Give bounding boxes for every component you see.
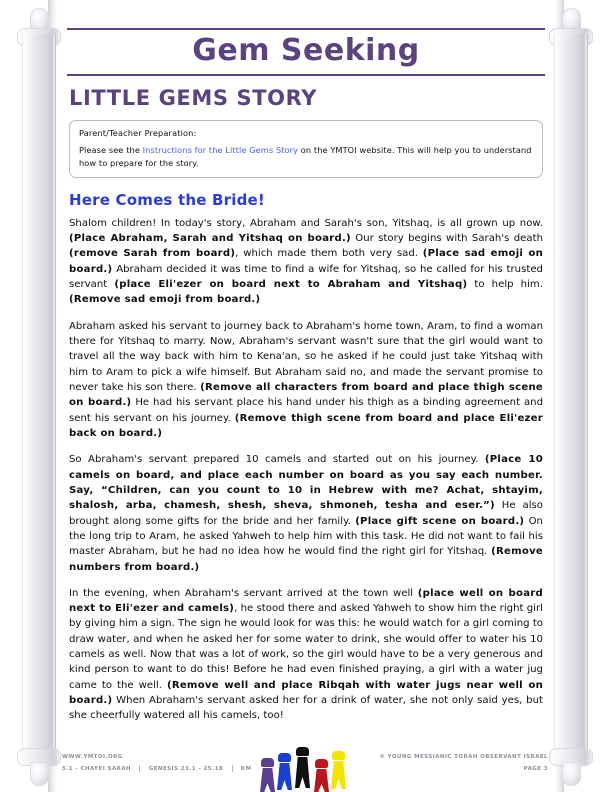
scroll-knob-bottom-right: [562, 762, 581, 786]
story-instruction: (place Eli'ezer on board next to Abraham and Yitshaq): [114, 278, 468, 290]
story-instruction: (Place gift scene on board.): [355, 515, 525, 527]
story-text: Shalom children! In today's story, Abraham and Sarah's son, Yitshaq, is all grown up now.: [69, 217, 543, 229]
title-block: [67, 0, 545, 76]
logo-figure-body: [277, 763, 292, 790]
story-instruction: (remove Sarah from board): [69, 248, 236, 260]
prep-text-after-link: on the YMTOI website. This will help you to understand how to prepare for the story.: [79, 145, 532, 168]
footer-initials: KM: [240, 765, 252, 772]
footer-divider-2: [232, 765, 233, 772]
logo-figure-head: [296, 747, 309, 756]
story-instruction: (Remove thigh scene from board and place Eli'ezer back on board.): [69, 412, 544, 439]
story-paragraph: [69, 319, 543, 442]
logo-figure-head: [332, 751, 345, 760]
footer-website[interactable]: WWW.YMTOI.ORG: [62, 754, 123, 760]
page-title: Gem Seeking: [192, 33, 420, 68]
page-footer: [48, 752, 564, 792]
story-paragraph: [69, 586, 543, 724]
scroll-knob-bottom-left: [30, 762, 49, 786]
footer-lesson-meta: [62, 764, 251, 776]
story-body: [67, 216, 545, 724]
story-paragraph: [69, 216, 543, 308]
little-gems-story-instructions-link[interactable]: Instructions for the Little Gems Story: [142, 145, 299, 156]
prep-text-before-link: Please see the: [79, 145, 143, 156]
story-instruction: (Remove numbers from board.): [69, 546, 543, 573]
footer-divider-1: [139, 765, 140, 772]
page-content: [67, 0, 545, 792]
logo-figure-body: [314, 769, 329, 792]
story-instruction: (Remove all characters from board and place thigh scene on board.): [69, 381, 543, 409]
footer-page-number: PAGE 3: [523, 765, 548, 772]
story-text: On the long trip to Aram, he asked Yahweh to help him with this task. He did not want to fail his master Abraham, but he had no idea how he would find the right girl for Yitshaq.: [69, 515, 543, 558]
logo-figure: [277, 753, 292, 790]
story-text: Our story begins with Sarah's death: [350, 232, 543, 244]
story-text: So Abraham's servant prepared 10 camels and started out on his journey.: [69, 454, 485, 466]
story-text: When Abraham's servant asked her for a drink of water, she not only said yes, but she cheerfully watered all his camels, too!: [69, 695, 543, 722]
story-text: He had his servant place his hand under his thigh as a binding agreement and sent his servant on his journey.: [69, 397, 543, 424]
scroll-knob-top-left: [30, 8, 49, 32]
footer-left-block: [62, 752, 251, 775]
story-text: He also brought along some gifts for the bride and her family.: [69, 500, 543, 527]
logo-figure: [295, 747, 310, 788]
story-instruction: (place well on board next to Eli'ezer and camels): [69, 587, 543, 615]
story-text: , which made them both very sad.: [235, 248, 423, 260]
logo-figure-head: [315, 759, 328, 768]
story-text: to help him.: [467, 278, 543, 290]
logo-figure-head: [261, 758, 274, 767]
footer-scripture: GENESIS 23.1 - 25.18: [148, 765, 224, 772]
logo-figure: [314, 759, 329, 792]
footer-right-block: [379, 752, 548, 775]
logo-figure-body: [295, 757, 310, 788]
prep-box-body: [79, 144, 533, 169]
scroll-knob-top-right: [562, 8, 581, 32]
section-title: LITTLE GEMS STORY: [69, 85, 318, 110]
story-text: , he stood there and asked Yahweh to show him the right girl by giving him a sign. The sign he would look for was this: he would watch for a girl coming to draw water, and when he asked her for some water to drink, she would offer to water his 10 camels as well. Now that was a lot of work, so the girl would have to be a very generous and kind person to want to do this! Before he had even finished praying, a girl with a water jug came to the well.: [69, 603, 543, 691]
story-text: Abraham decided it was time to find a wife for Yitshaq, so he called for his trusted servant: [69, 263, 543, 290]
page-sheet: [48, 0, 564, 792]
ymtoi-logo: [260, 750, 354, 792]
logo-figure: [260, 758, 275, 792]
story-heading: Here Comes the Bride!: [69, 190, 265, 209]
logo-figure: [331, 751, 346, 789]
prep-box-title: Parent/Teacher Preparation:: [79, 127, 197, 138]
parent-teacher-preparation-box: [69, 120, 543, 178]
logo-figure-body: [331, 761, 346, 789]
story-instruction: (Remove sad emoji from board.): [69, 294, 261, 306]
story-instruction: (Place sad emoji on board.): [69, 248, 544, 275]
story-instruction: (Remove well and place Ribqah with water jugs near well on board.): [69, 679, 544, 707]
story-text: In the evening, when Abraham's servant arrived at the town well: [69, 587, 418, 599]
footer-copyright: © YOUNG MESSIANIC TORAH OBSERVANT ISRAEL: [379, 754, 548, 760]
story-text: Abraham asked his servant to journey back to Abraham's home town, Aram, to find a woman there for Yitshaq to marry. Now, Abraham's servant wasn't sure that the girl would want to travel all the way back with him to Kena'an, so he asked if he could just take Yitshaq with him to Aram to pick a wife himself. But Abraham said no, and made the servant promise to never take his son there.: [69, 320, 543, 393]
story-paragraph: [69, 452, 543, 575]
logo-figure-body: [260, 768, 275, 792]
logo-figure-head: [278, 753, 291, 762]
story-instruction: (Place Abraham, Sarah and Yitshaq on board.): [69, 232, 351, 244]
story-instruction: (Place 10 camels on board, and place each number on board as you say each number. Say, “Children, can you count to 10 in Hebrew with me? Achat, shtayim, shalosh, arba, chamesh, shesh, sheva, shmoneh, tesha and eser.”): [69, 454, 544, 512]
footer-lesson: 5.1 - CHAYEI SARAH: [62, 765, 132, 772]
